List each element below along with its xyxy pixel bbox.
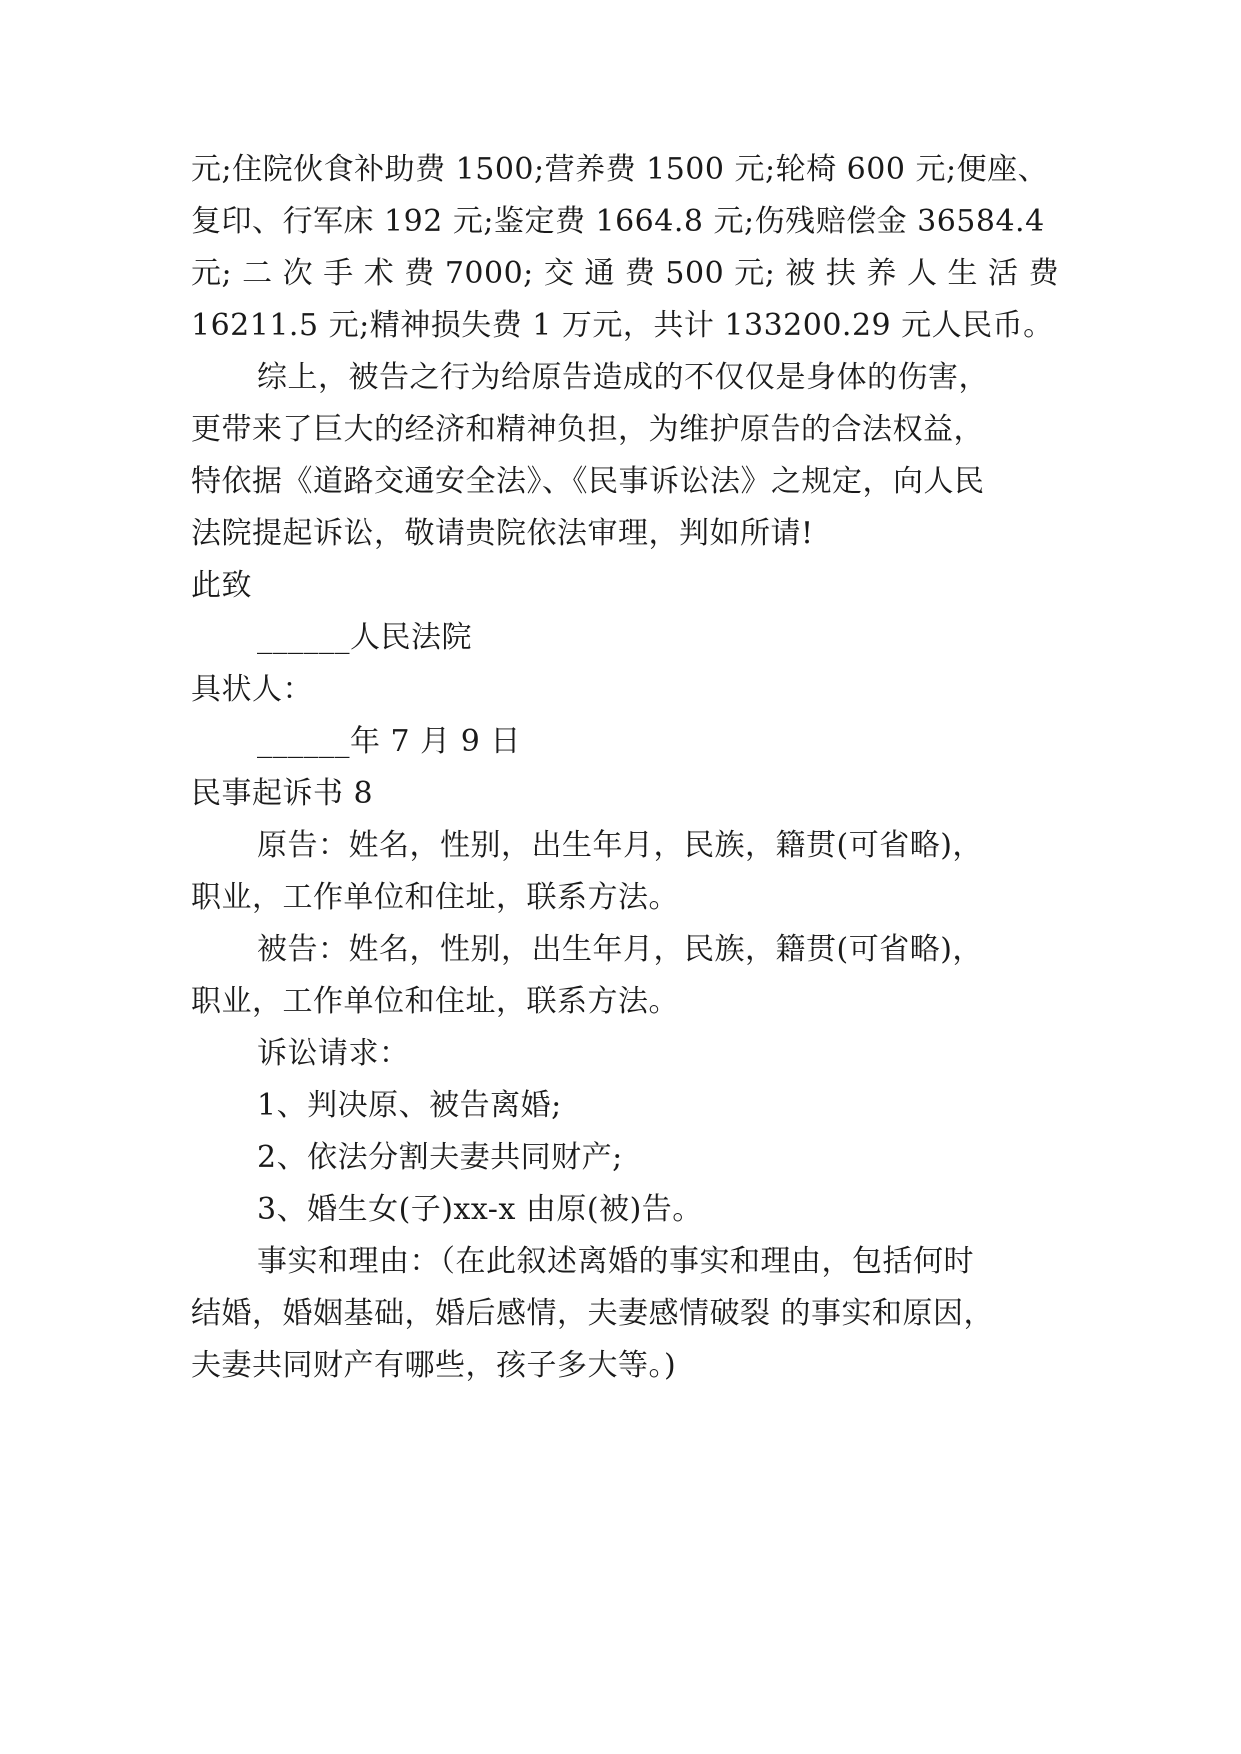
text-line: 复印、行军床 192 元;鉴定费 1664.8 元;伤残赔偿金 36584.4 (191, 204, 1045, 239)
claim-item: 2、依法分割夫妻共同财产; (257, 1140, 623, 1175)
text-line: 职业，工作单位和住址，联系方法。 (191, 880, 679, 915)
claim-item: 1、判决原、被告离婚; (257, 1088, 562, 1123)
text-line: 元; 二 次 手 术 费 7000; 交 通 费 500 元; 被 扶 养 人 生 活 费 (191, 256, 1060, 291)
court-addressee: ______人民法院 (257, 620, 472, 655)
text-line: 夫妻共同财产有哪些，孩子多大等。) (191, 1348, 677, 1383)
section-heading: 民事起诉书 8 (191, 776, 374, 811)
text-line: 更带来了巨大的经济和精神负担，为维护原告的合法权益， (191, 412, 984, 447)
text-line: 职业，工作单位和住址，联系方法。 (191, 984, 679, 1019)
text-line: 法院提起诉讼，敬请贵院依法审理，判如所请! (191, 516, 814, 551)
facts-heading-line: 事实和理由：（在此叙述离婚的事实和理由，包括何时 (257, 1244, 974, 1279)
plaintiff-line: 原告：姓名，性别，出生年月，民族，籍贯(可省略)， (257, 828, 983, 863)
defendant-line: 被告：姓名，性别，出生年月，民族，籍贯(可省略)， (257, 932, 983, 967)
signer-label: 具状人： (191, 672, 313, 707)
date-line: ______年 7 月 9 日 (257, 724, 521, 759)
claims-heading: 诉讼请求： (257, 1036, 410, 1071)
text-line: 结婚，婚姻基础，婚后感情，夫妻感情破裂 的事实和原因， (191, 1296, 995, 1331)
text-line: 元;住院伙食补助费 1500;营养费 1500 元;轮椅 600 元;便座、 (191, 152, 1049, 187)
text-line: 特依据《道路交通安全法》、《民事诉讼法》之规定，向人民 (191, 464, 985, 499)
claim-item: 3、婚生女(子)xx-x 由原(被)告。 (257, 1192, 703, 1227)
salutation: 此致 (191, 568, 252, 603)
text-line: 16211.5 元;精神损失费 1 万元，共计 133200.29 元人民币。 (191, 308, 1054, 343)
paragraph-start-line: 综上，被告之行为给原告造成的不仅仅是身体的伤害， (257, 360, 989, 395)
